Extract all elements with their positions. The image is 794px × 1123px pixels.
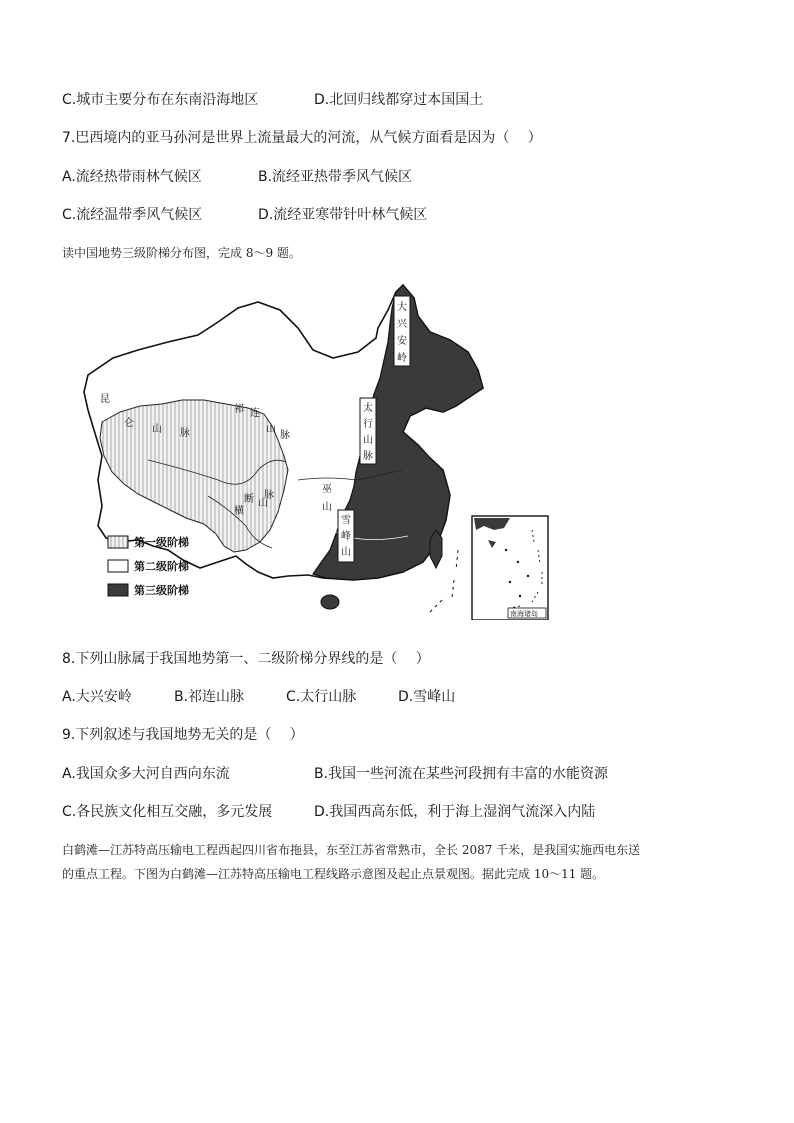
passage-line-2: 的重点工程。下图为白鹤滩—江苏特高压输电工程线路示意图及起止点景观图。据此完成 10～11 题。 bbox=[62, 867, 605, 881]
q6-option-c: C.城市主要分布在东南沿海地区 bbox=[62, 92, 259, 108]
xuefeng-char-2: 峰 bbox=[341, 531, 351, 542]
hainan-island bbox=[321, 595, 339, 609]
passage-line-1: 白鹤滩—江苏特高压输电工程西起四川省布拖县，东至江苏省常熟市，全长 2087 千米，是我国实施西电东送 bbox=[62, 843, 641, 857]
q8-option-d: D.雪峰山 bbox=[398, 689, 456, 705]
dxal-char-1: 大 bbox=[397, 302, 407, 313]
q9-option-d: D.我国西高东低，利于海上湿润气流深入内陆 bbox=[314, 804, 596, 820]
legend-step2: 第二级阶梯 bbox=[134, 560, 189, 573]
map-intro: 读中国地势三级阶梯分布图，完成 8～9 题。 bbox=[62, 246, 301, 260]
q6-option-d: D.北回归线都穿过本国国土 bbox=[314, 92, 484, 108]
china-terrain-steps-map bbox=[58, 280, 558, 620]
q8-option-a: A.大兴安岭 bbox=[62, 689, 132, 705]
qilian-char-4: 脉 bbox=[280, 430, 290, 441]
xuefeng-char-3: 山 bbox=[341, 547, 351, 558]
qilian-char-3: 山 bbox=[266, 424, 276, 435]
taihang-char-2: 行 bbox=[363, 419, 373, 430]
dxal-char-3: 安 bbox=[397, 336, 407, 347]
dxal-char-2: 兴 bbox=[397, 319, 407, 330]
q7-option-b: B.流经亚热带季风气候区 bbox=[258, 169, 413, 185]
qilian-char-2: 连 bbox=[250, 408, 260, 419]
legend-step1: 第一级阶梯 bbox=[134, 536, 189, 549]
legend-step3: 第三级阶梯 bbox=[134, 584, 189, 597]
q7-option-a: A.流经热带雨林气候区 bbox=[62, 169, 202, 185]
south-china-sea-inset bbox=[472, 516, 548, 620]
kunlun-char-1: 昆 bbox=[100, 394, 110, 405]
q9-stem: 9.下列叙述与我国地势无关的是（ ） bbox=[62, 727, 304, 743]
inset-label: 南海诸岛 bbox=[510, 610, 538, 618]
xuefeng-char-1: 雪 bbox=[341, 515, 351, 526]
q9-option-a: A.我国众多大河自西向东流 bbox=[62, 766, 230, 782]
q8-option-b: B.祁连山脉 bbox=[174, 689, 245, 705]
q9-option-b: B.我国一些河流在某些河段拥有丰富的水能资源 bbox=[314, 766, 609, 782]
map-legend bbox=[108, 535, 189, 597]
taihang-char-1: 太 bbox=[363, 403, 373, 414]
q8-option-c: C.太行山脉 bbox=[286, 689, 357, 705]
hengduan-char-2: 断 bbox=[244, 494, 254, 505]
taihang-char-4: 脉 bbox=[363, 451, 373, 462]
hengduan-char-1: 横 bbox=[234, 506, 244, 517]
wushan-char-1: 巫 bbox=[322, 484, 332, 495]
q7-option-d: D.流经亚寒带针叶林气候区 bbox=[258, 207, 428, 223]
kunlun-char-3: 山 bbox=[152, 424, 162, 435]
q7-stem: 7.巴西境内的亚马孙河是世界上流量最大的河流，从气候方面看是因为（ ） bbox=[62, 130, 542, 146]
kunlun-char-2: 仑 bbox=[124, 418, 134, 429]
hengduan-char-3: 山 bbox=[258, 498, 268, 509]
qilian-char-1: 祁 bbox=[234, 404, 244, 415]
taihang-char-3: 山 bbox=[363, 435, 373, 446]
kunlun-char-4: 脉 bbox=[180, 428, 190, 439]
wushan-char-2: 山 bbox=[322, 502, 332, 513]
q9-option-c: C.各民族文化相互交融，多元发展 bbox=[62, 804, 273, 820]
hengduan-char-4: 脉 bbox=[264, 490, 274, 501]
q7-option-c: C.流经温带季风气候区 bbox=[62, 207, 203, 223]
dxal-char-4: 岭 bbox=[397, 353, 407, 364]
q8-stem: 8.下列山脉属于我国地势第一、二级阶梯分界线的是（ ） bbox=[62, 651, 430, 667]
